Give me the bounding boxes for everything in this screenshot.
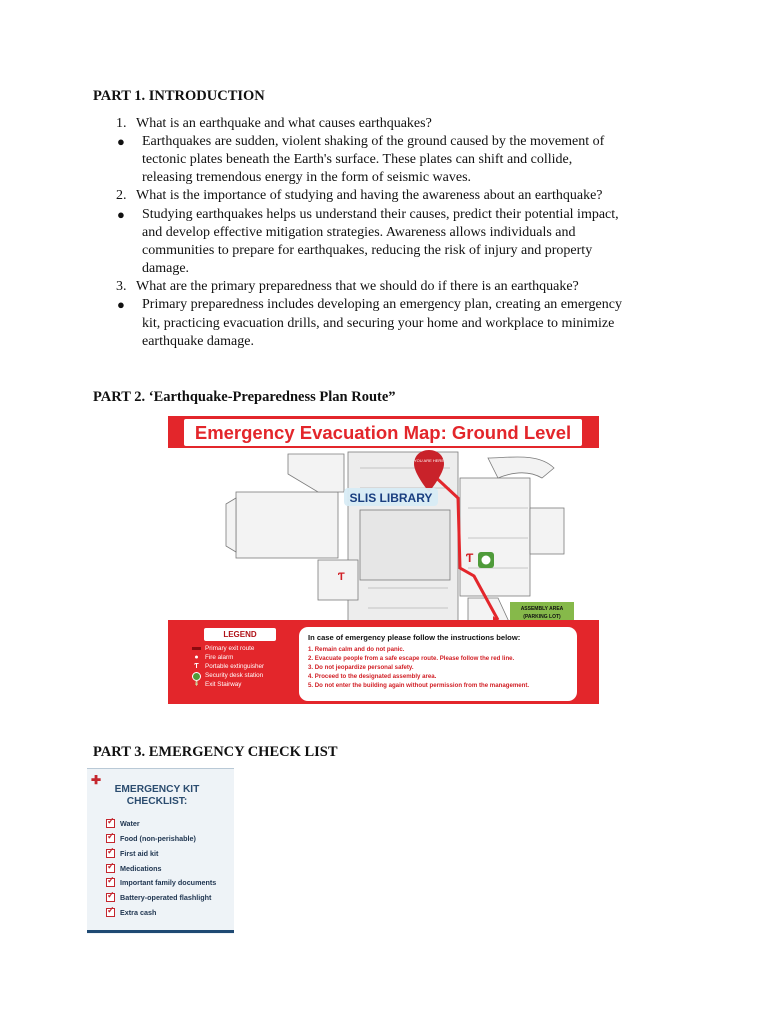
floor-plan xyxy=(168,448,599,636)
stairway-icon: ⇞ xyxy=(193,681,200,688)
wing-west xyxy=(236,492,338,558)
question-3 xyxy=(116,278,579,296)
question-2 xyxy=(116,187,603,205)
bullet-icon: ● xyxy=(117,297,125,312)
map-title: Emergency Evacuation Map: Ground Level xyxy=(184,419,582,446)
east-block xyxy=(530,508,564,554)
legend-label: Fire alarm xyxy=(205,654,234,661)
answer-line: Earthquakes are sudden, violent shaking of the ground caused by the movement of xyxy=(142,134,605,149)
reading-room xyxy=(360,510,450,580)
part2-heading: PART 2. ‘Earthquake-Preparedness Plan Route” xyxy=(93,389,396,405)
checklist-item-label: Important family documents xyxy=(120,878,217,887)
checklist-item xyxy=(106,878,216,887)
emergency-kit-checklist xyxy=(87,768,234,934)
legend-label: Primary exit route xyxy=(205,645,255,652)
instruction-item: 1. Remain calm and do not panic. xyxy=(308,646,405,653)
checklist-item xyxy=(106,819,140,828)
answer-line: kit, practicing evacuation drills, and securing your home and workplace to minimize xyxy=(142,316,615,331)
answer-line: damage. xyxy=(142,261,190,276)
answer-line: communities to prepare for earthquakes, reducing the risk of injury and property xyxy=(142,243,593,258)
answer-line: releasing tremendous energy in the form of seismic waves. xyxy=(142,170,472,185)
legend-item xyxy=(192,654,233,661)
question-text: What are the primary preparedness that we should do if there is an earthquake? xyxy=(136,279,579,294)
checkbox-icon xyxy=(106,864,115,873)
legend-item xyxy=(192,681,241,688)
checklist-item xyxy=(106,864,162,873)
checklist-item xyxy=(106,834,196,843)
legend xyxy=(192,628,304,702)
legend-label: Exit Stairway xyxy=(205,681,242,688)
answer-line: and develop effective mitigation strategies. Awareness allows individuals and xyxy=(142,225,576,240)
legend-item xyxy=(192,645,254,652)
question-number: 3. xyxy=(116,279,127,294)
question-text: What is the importance of studying and having the awareness about an earthquake? xyxy=(136,188,603,203)
instruction-item: 2. Evacuate people from a safe escape route. Please follow the red line. xyxy=(308,655,515,662)
evacuation-map xyxy=(168,416,599,704)
checklist-item xyxy=(106,849,158,858)
answer-line: Studying earthquakes helps us understand their causes, predict their potential impact, xyxy=(142,207,619,222)
assembly-area-sublabel: (PARKING LOT) xyxy=(523,614,561,620)
legend-item xyxy=(192,663,264,670)
security-desk-icon xyxy=(192,672,201,679)
assembly-area-label: ASSEMBLY AREA xyxy=(520,606,564,612)
answer-line: tectonic plates beneath the Earth's surface. These plates can shift and collide, xyxy=(142,152,573,167)
red-cross-icon: ✚ xyxy=(91,773,102,787)
checklist-bottom-rule xyxy=(87,930,234,933)
checkbox-icon xyxy=(106,878,115,887)
fire-alarm-icon: ● xyxy=(194,654,199,661)
red-line-icon xyxy=(192,645,201,652)
building-label: SLIS LIBRARY xyxy=(349,491,433,505)
legend-title: LEGEND xyxy=(204,628,276,641)
checklist-item-label: Extra cash xyxy=(120,908,157,917)
instruction-item: 4. Proceed to the designated assembly area. xyxy=(308,673,437,680)
checklist-item xyxy=(106,893,211,902)
fire-alarm-icon: Ƭ xyxy=(338,571,345,583)
checklist-title-line: EMERGENCY KIT xyxy=(114,784,200,795)
instruction-item: 3. Do not jeopardize personal safety. xyxy=(308,664,414,671)
instructions-box xyxy=(299,627,577,701)
building-label-group xyxy=(344,488,438,506)
map-legend-panel xyxy=(168,620,599,704)
nw-block xyxy=(288,454,344,492)
question-text: What is an earthquake and what causes earthquakes? xyxy=(136,116,432,131)
question-number: 2. xyxy=(116,188,127,203)
map-title-bar xyxy=(168,416,599,448)
legend-label: Security desk station xyxy=(205,672,264,679)
assembly-area xyxy=(510,602,574,622)
instructions-title: In case of emergency please follow the instructions below: xyxy=(308,633,521,642)
bullet-icon: ● xyxy=(117,207,125,222)
answer-line: earthquake damage. xyxy=(142,334,254,349)
security-desk-icon xyxy=(478,552,494,568)
answer-line: Primary preparedness includes developing an emergency plan, creating an emergency xyxy=(142,297,622,312)
checklist-top-rule xyxy=(87,768,234,769)
checklist-title xyxy=(107,784,207,808)
checkbox-icon xyxy=(106,819,115,828)
legend-item xyxy=(192,672,263,679)
bullet-icon: ● xyxy=(117,134,125,149)
checklist-item-label: First aid kit xyxy=(120,849,159,858)
checklist-item-label: Water xyxy=(120,819,140,828)
checklist-item-label: Medications xyxy=(120,864,162,873)
checklist-item-label: Battery-operated flashlight xyxy=(120,893,212,902)
question-1 xyxy=(116,115,432,133)
checkbox-icon xyxy=(106,849,115,858)
part1-heading: PART 1. INTRODUCTION xyxy=(93,88,265,104)
legend-label: Portable extinguisher xyxy=(205,663,265,670)
part3-heading: PART 3. EMERGENCY CHECK LIST xyxy=(93,744,338,760)
extinguisher-icon: Ƭ xyxy=(466,551,474,565)
checklist-item xyxy=(106,908,156,917)
extinguisher-icon: Ƭ xyxy=(194,663,199,670)
question-number: 1. xyxy=(116,116,127,131)
west-stairs xyxy=(226,498,236,552)
ne-curve xyxy=(488,457,554,478)
checkbox-icon xyxy=(106,893,115,902)
checklist-item-label: Food (non-perishable) xyxy=(120,834,196,843)
checkbox-icon xyxy=(106,834,115,843)
you-are-here-label: YOU ARE HERE xyxy=(413,458,445,463)
east-wing xyxy=(460,478,530,596)
checklist-title-line: CHECKLIST: xyxy=(126,796,188,807)
checkbox-icon xyxy=(106,908,115,917)
instruction-item: 5. Do not enter the building again without permission from the management. xyxy=(308,682,530,689)
